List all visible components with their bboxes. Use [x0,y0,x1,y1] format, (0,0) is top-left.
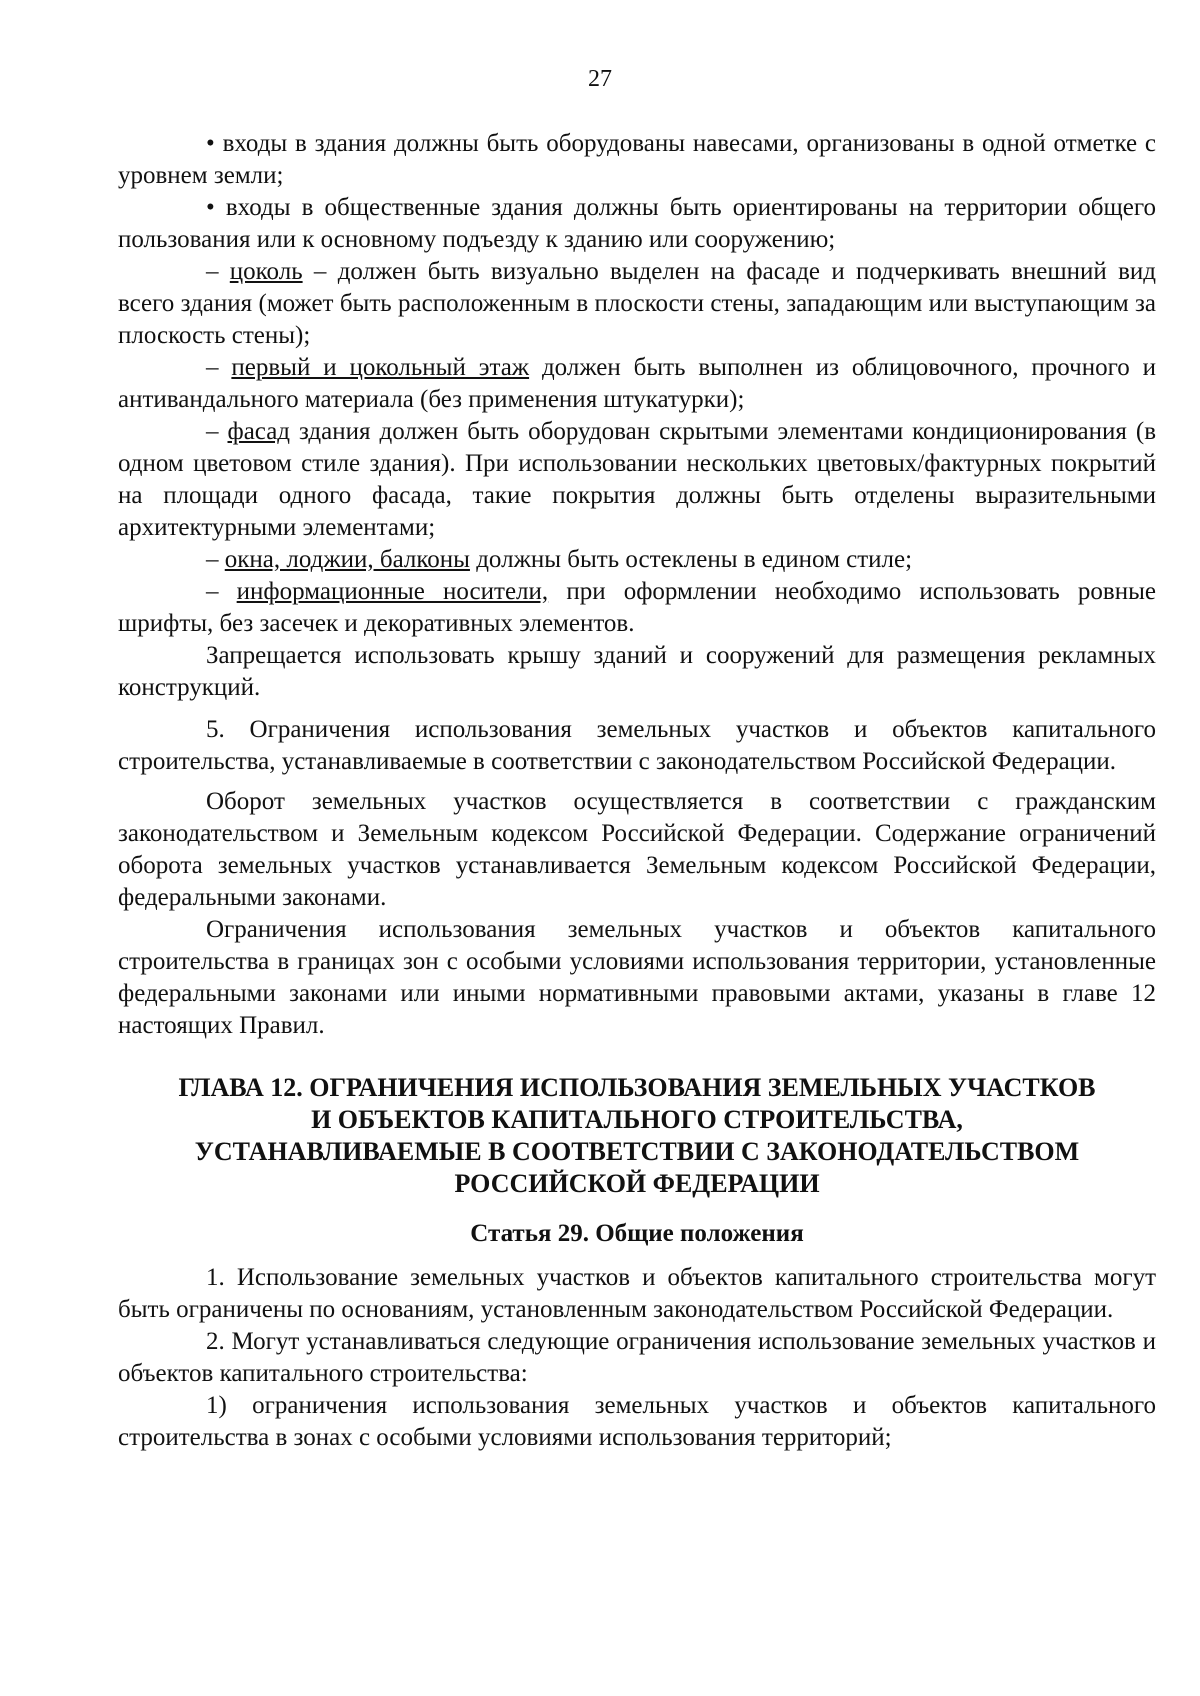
dash-item [118,576,1156,640]
underlined-term: окна, лоджии, балконы [224,546,470,573]
dash-marker: – [206,258,230,285]
dash-marker: – [206,578,237,605]
underlined-term: информационные носители, [236,578,549,605]
page-content [118,128,1156,1454]
chapter-title-line: УСТАНАВЛИВАЕМЫЕ В СООТВЕТСТВИИ С ЗАКОНОДАТЕЛЬСТВОМ [194,1137,1080,1166]
underlined-term: фасад [227,418,291,445]
item-text: должен быть выполнен из облицовочного, прочного и антивандального материала (без применения штукатурки); [118,354,1156,413]
dash-item [118,416,1156,544]
chapter-title-line: ГЛАВА 12. ОГРАНИЧЕНИЯ ИСПОЛЬЗОВАНИЯ ЗЕМЕЛЬНЫХ УЧАСТКОВ [178,1073,1096,1102]
turnover-paragraph: Оборот земельных участков осуществляется в соответствии с гражданским законодательством и Земельным кодексом Российской Федерации. Содержание ограничений оборота земельных участков устанавливается Земельным кодексом Российской Федерации, федеральными законами. [118,788,1156,911]
underlined-term: первый и цокольный этаж [231,354,530,381]
bullet-paragraph: • входы в общественные здания должны быть ориентированы на территории общего пользования или к основному подъезду к зданию или сооружению; [118,194,1156,253]
roof-ban-paragraph: Запрещается использовать крышу зданий и сооружений для размещения рекламных конструкций. [118,642,1156,701]
dash-item [118,256,1156,352]
chapter-title-line: РОССИЙСКОЙ ФЕДЕРАЦИИ [454,1169,820,1198]
chapter-title [118,1072,1156,1200]
article-paragraph: 1. Использование земельных участков и объектов капитального строительства могут быть ограничены по основаниям, установленным законодательством Российской Федерации. [118,1264,1156,1323]
dash-marker: – [206,418,228,445]
section-5-paragraph: 5. Ограничения использования земельных участков и объектов капитального строительства, устанавливаемые в соответствии с законодательством Российской Федерации. [118,716,1156,775]
item-text: здания должен быть оборудован скрытыми элементами кондиционирования (в одном цветовом стиле здания). При использовании нескольких цветовых/фактурных покрытий на площади одного фасада, такие покрытия должны быть отделены выразительными архитектурными элементами; [118,418,1156,541]
item-text: – должен быть визуально выделен на фасаде и подчеркивать внешний вид всего здания (может быть расположенным в плоскости стены, западающим или выступающим за плоскость стены); [118,258,1156,349]
dash-item [118,352,1156,416]
bullet-paragraph: • входы в здания должны быть оборудованы навесами, организованы в одной отметке с уровнем земли; [118,130,1156,189]
article-title: Статья 29. Общие положения [470,1220,804,1247]
page-number: 27 [588,66,612,92]
chapter-title-line: И ОБЪЕКТОВ КАПИТАЛЬНОГО СТРОИТЕЛЬСТВА, [311,1105,963,1134]
item-text: должны быть остеклены в едином стиле; [469,546,913,573]
dash-marker: – [206,546,225,573]
restrictions-paragraph: Ограничения использования земельных участков и объектов капитального строительства в границах зон с особыми условиями использования территории, установленные федеральными законами или иными нормативными правовыми актами, указаны в главе 12 настоящих Правил. [118,916,1156,1039]
dash-item [118,544,1156,576]
article-paragraph: 1) ограничения использования земельных участков и объектов капитального строительства в зонах с особыми условиями использования территорий; [118,1392,1156,1451]
dash-marker: – [206,354,232,381]
underlined-term: цоколь [229,258,303,285]
article-paragraph: 2. Могут устанавливаться следующие ограничения использование земельных участков и объектов капитального строительства: [118,1328,1156,1387]
item-text: при оформлении необходимо использовать ровные шрифты, без засечек и декоративных элементов. [118,578,1156,637]
